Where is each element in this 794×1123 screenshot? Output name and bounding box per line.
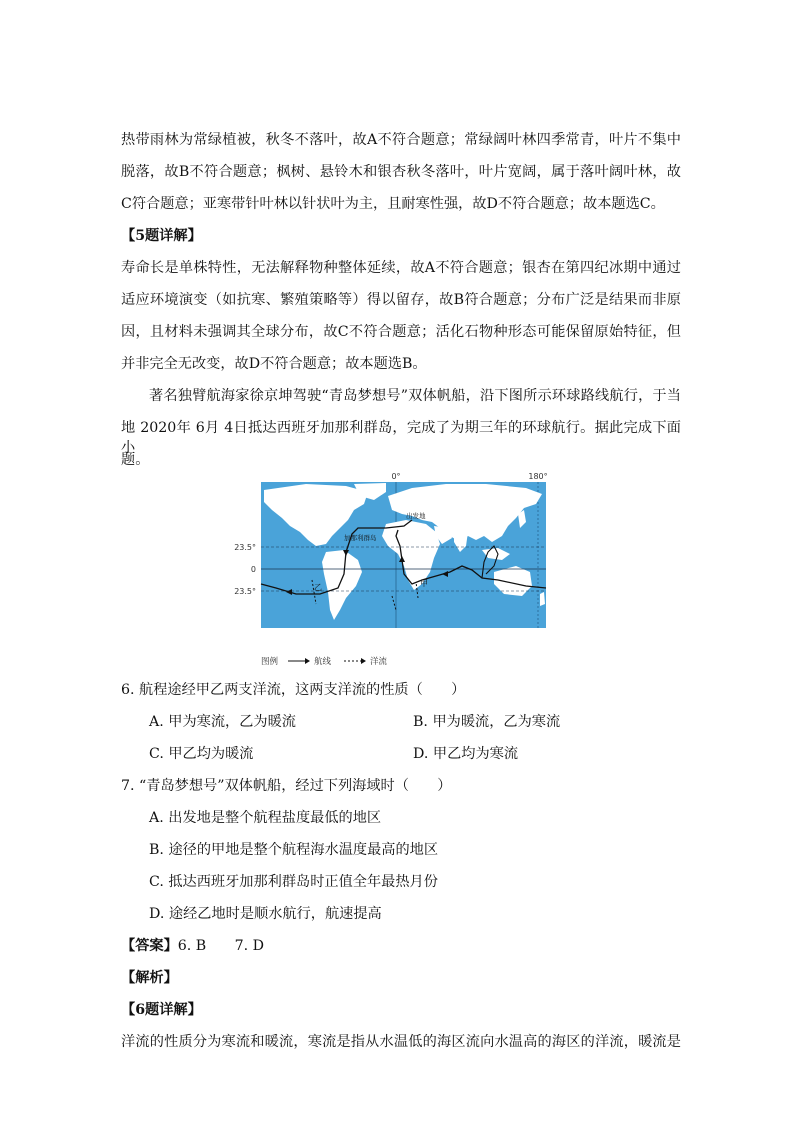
paragraph-line: 热带雨林为常绿植被，秋冬不落叶，故A不符合题意；常绿阔叶林四季常青，叶片不集中 [121, 132, 681, 148]
paragraph-line: 寿命长是单株特性，无法解释物种整体延续，故A不符合题意；银杏在第四纪冰期中通过 [121, 260, 681, 276]
legend-route-arrow [305, 658, 310, 664]
question-6-option-a: A. 甲为寒流，乙为暖流 [149, 714, 296, 730]
paragraph-line: 地 2020年 6月 4日抵达西班牙加那利群岛，完成了为期三年的环球航行。据此完成下面小 [121, 420, 681, 456]
legend-route-label: 航线 [314, 657, 332, 667]
longitude-label-0: 0° [391, 472, 401, 481]
section-heading-q5: 【5题详解】 [121, 228, 202, 244]
answer-label: 【答案】 [121, 938, 178, 954]
legend-title: 图例 [261, 657, 279, 667]
longitude-label-180: 180° [528, 472, 548, 481]
label-yi: 乙 [314, 583, 322, 592]
paragraph-line: 题。 [121, 452, 150, 468]
legend-current-label: 洋流 [370, 657, 388, 667]
question-7-option-a: A. 出发地是整个航程盐度最低的地区 [149, 810, 382, 826]
paragraph-line: 脱落，故B不符合题意；枫树、悬铃木和银杏秋冬落叶，叶片宽阔，属于落叶阔叶林，故 [121, 164, 681, 180]
paragraph-line: 洋流的性质分为寒流和暖流，寒流是指从水温低的海区流向水温高的海区的洋流，暖流是 [121, 1034, 681, 1050]
label-jia: 甲 [420, 579, 428, 588]
world-map [236, 470, 556, 650]
map-legend [236, 650, 556, 672]
question-6-option-c: C. 甲乙均为暖流 [149, 746, 254, 762]
answer-line [121, 936, 681, 956]
question-7-option-b: B. 途径的甲地是整个航程海水温度最高的地区 [149, 842, 439, 858]
question-7-option-c: C. 抵达西班牙加那利群岛时正值全年最热月份 [149, 874, 438, 890]
question-6-option-d: D. 甲乙均为寒流 [413, 746, 519, 762]
question-7-stem: 7. “青岛梦想号”双体帆船，经过下列海域时（ ） [121, 778, 452, 794]
section-heading-q6: 【6题详解】 [121, 1002, 202, 1018]
label-start-point: 出发地 [406, 512, 426, 520]
paragraph-line: 因，且材料未强调其全球分布，故C不符合题意；活化石物种形态可能保留原始特征，但 [121, 324, 681, 340]
paragraph-line: C符合题意；亚寒带针叶林以针状叶为主，且耐寒性强，故D不符合题意；故本题选C。 [121, 196, 665, 212]
latitude-label-north: 23.5° [234, 543, 256, 552]
analysis-heading: 【解析】 [121, 970, 178, 986]
question-6-stem: 6. 航程途经甲乙两支洋流，这两支洋流的性质（ ） [121, 682, 466, 698]
paragraph-line: 适应环境演变（如抗寒、繁殖策略等）得以留存，故B符合题意；分布广泛是结果而非原 [121, 292, 681, 308]
paragraph-line: 并非完全无改变，故D不符合题意；故本题选B。 [121, 356, 427, 372]
latitude-label-south: 23.5° [234, 587, 256, 596]
question-6-option-b: B. 甲为暖流，乙为寒流 [413, 714, 561, 730]
question-7-option-d: D. 途经乙地时是顺水航行，航速提高 [149, 906, 382, 922]
answer-text: 6. B 7. D [177, 938, 265, 954]
paragraph-line: 著名独臂航海家徐京坤驾驶“青岛梦想号”双体帆船，沿下图所示环球路线航行，于当 [149, 388, 681, 404]
label-canary-islands: 加那利群岛 [344, 534, 377, 542]
legend-current-arrow [361, 658, 366, 664]
world-map-figure [236, 470, 556, 680]
latitude-label-equator: 0 [250, 565, 256, 574]
